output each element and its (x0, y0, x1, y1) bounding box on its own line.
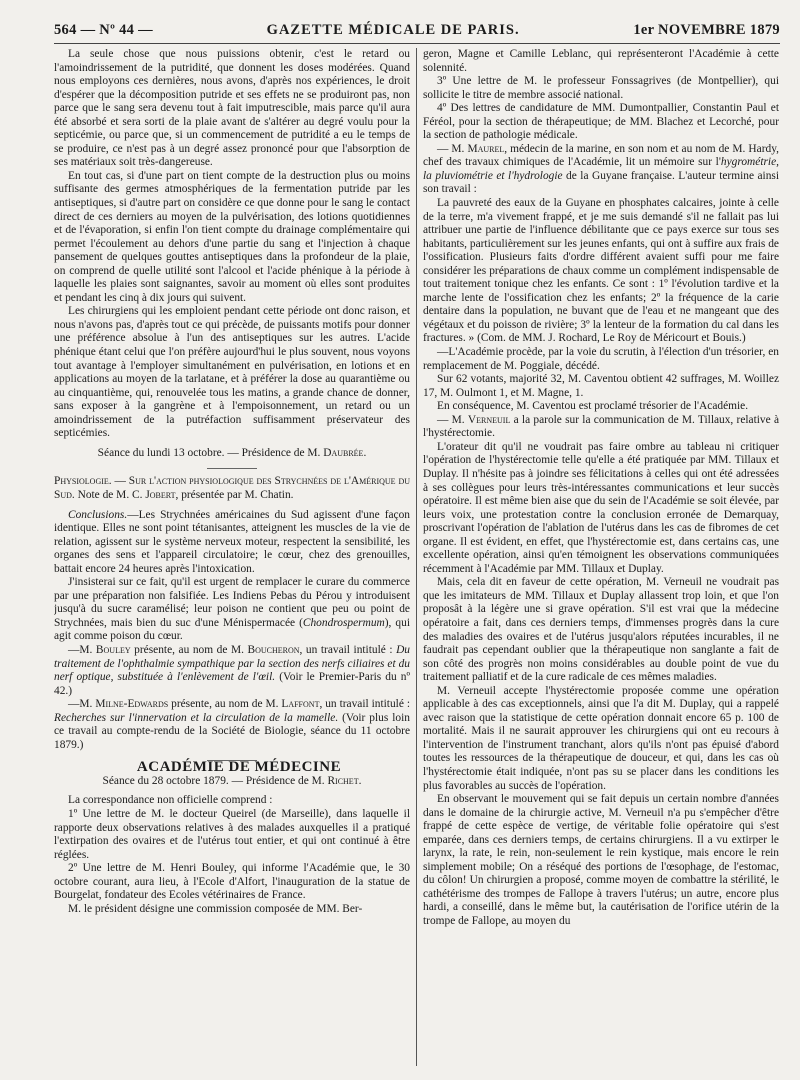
list-item: 4º Des lettres de candidature de MM. Dumontpallier, Constantin Paul et Féréol, pour la section de thérapeutique; de MM. Blachez et Lecorché, pour la section de pathologie médicale. (423, 102, 779, 142)
paragraph: geron, Magne et Camille Leblanc, qui représenteront l'Académie à cette solennité. (423, 48, 779, 74)
president-name: Daubrée (323, 446, 364, 459)
academie-title: ACADÉMIE DE MÉDECINE (136, 759, 342, 776)
paragraph: Les chirurgiens qui les emploient pendant cette période ont donc raison, et nous n'avons pas, d'après tout ce qui précède, de puissants motifs pour donner une préférence absolue à l'un des antiseptiques sur les autres. L'acide phénique étant celui que l'on préfère aujourd'hui le plus souvent, nous voyons tout avantage à l'employer simultanément en pulvérisation, en lotions et en applications au moyen de la tarlatane, et à préférer la dose au quarantième ou au cinquantième, qui, renouvelée tous les matins, a grande chance de donner, sans exposer à la gangrène et à l'empoisonnement, un retard ou un amoindrissement de la putréfaction suffisamment préservateur des septicémies. (54, 305, 410, 440)
issue-date: 1er NOVEMBRE 1879 (633, 22, 780, 38)
paragraph: En tout cas, si d'une part on tient compte de la destruction plus ou moins suffisante des germes atmosphériques de la fermentation putride par les antiseptiques, si d'autre part on considère ce que donne pour le sang le contact direct de ces derniers au moyen de la pulvérisation, des lotions quotidiennes et de l'évaporation, si enfin l'on tient compte du drainage complémentaire qui permet l'écoulement au dehors d'une partie du sang et l'injection à chaque pansement de quelques gouttes antiseptiques dans la profondeur de la plaie, on comprend de quelle utilité sont l'alcool et l'acide phénique à la période à laquelle les plaies sont saignantes, savoir au moment où elles sont produites et pendant les cinq à dix jours qui suivent. (54, 169, 410, 304)
physiology-heading: Physiologie. — Sur l'action physiologique des Strychnées de l'Amérique du Sud. Note de M. C. Jobert, présentée par M. Chatin. (54, 475, 410, 501)
page-number-issue: 564 — Nº 44 — (54, 22, 153, 38)
seance-line: Séance du lundi 13 octobre. — Présidence de M. Daubrée. (97, 446, 367, 459)
left-column (54, 48, 410, 1066)
paragraph: En conséquence, M. Caventou est proclamé trésorier de l'Académie. (437, 400, 749, 413)
list-item: 3º Une lettre de M. le professeur Fonssagrives (de Montpellier), qui sollicite le titre de membre associé national. (423, 75, 779, 101)
conclusions-paragraph: Conclusions.—Les Strychnées américaines du Sud agissent d'une façon identique. Elles ne sont point tétanisantes, atteignent les muscles de la vie de relation, agissent sur le système nerveux moteur, respectent la sensibilité, les organes des sens et l'appareil circulatoire; le cœur, chez des grenouilles, battait encore 24 heures après l'intoxication. (54, 508, 410, 575)
list-item: 2º Une lettre de M. Henri Bouley, qui informe l'Académie que, le 30 octobre courant, aura lieu, à l'Ecole d'Alfort, l'inauguration de la statue de Bourgelat, fondateur des Ecoles vétérinaires de France. (54, 862, 410, 902)
paragraph: —L'Académie procède, par la voie du scrutin, à l'élection d'un trésorier, en remplacement de M. Poggiale, décédé. (423, 346, 779, 372)
two-column-body (54, 48, 780, 1066)
seance2-line: Séance du 28 octobre 1879. — Présidence de M. Richet. (102, 774, 362, 787)
list-item: 1º Une lettre de M. le docteur Queirel (de Marseille), dans laquelle il rapporte deux observations relatives à des malades auxquelles il a pratiqué l'extirpation des ovaires et de l'utérus tout entier, et qui ont continué à être réglées. (54, 807, 410, 861)
page-header (54, 22, 780, 44)
paragraph: M. le président désigne une commission composée de MM. Ber- (68, 902, 363, 915)
correspondence-intro: La correspondance non officielle comprend : (68, 794, 273, 807)
separator (207, 468, 257, 469)
column-rule (416, 48, 417, 1066)
quote-paragraph: La pauvreté des eaux de la Guyane en phosphates calcaires, jointe à celle de la terre, m'a vivement frappé, et je me suis demandé s'il ne fallait pas lui attribuer une partie de l'influence débilitante que ce pays exerce sur tous ses habitants, particulièrement sur les jeunes enfants, qui ont à suffire aux frais de l'ossification. Plusieurs faits d'ordre différent avaient suffi pour me faire considérer les préparations de chaux comme un complément indispensable de tout traitement tonique chez les enfants. Ce sont : 1º l'évolution tardive et la marche lente de l'ossification chez les enfants; 2º la fréquence de la carie dentaire dans la population, ne buvant que de l'eau et ne mangeant que des végétaux et du poisson de rivière; 3º la lenteur de la formation du cal dans les fractures. » (Com. de MM. J. Rochard, Le Roy de Méricourt et Bouis.) (423, 197, 779, 345)
milne-edwards-paragraph: —M. Milne-Edwards présente, au nom de M. Laffont, un travail intitulé : Recherches sur l'innervation et la circulation de la mamelle. (Voir plus loin ce travail au compte-rendu de la Société de Biologie, séance du 11 octobre 1879.) (54, 698, 410, 751)
verneuil-paragraph: — M. Verneuil a la parole sur la communication de M. Tillaux, relative à l'hystérectomie. (423, 413, 779, 440)
paragraph: Mais, cela dit en faveur de cette opération, M. Verneuil ne voudrait pas que les imitateurs de MM. Tillaux et Duplay allassent trop loin, et que l'on proposât à la légère une si grave opération. S'il est vrai que la médecine opératoire a fait, dans ces derniers temps, d'immenses progrès dans la cure des maladies des ovaires et de l'utérus jusqu'alors réputées incurables, il ne faudrait pas cependant oublier que la thérapeutique non sanglante a fait de son côté des progrès non moins considérables au double point de vue du traitement palliatif et de la cure radicale de ces mêmes maladies. (423, 576, 779, 684)
curare-paragraph: J'insisterai sur ce fait, qu'il est urgent de remplacer le curare du commerce par une préparation non falsifiée. Les Indiens Pebas du Pérou y introduisent jusqu'à du sucre caramélisé; leur poison ne contient que peu ou point de Strychnées, mais bien du suc d'une Ménispermacée (Chondrospermum), qui agit comme poison du cœur. (54, 576, 410, 643)
maurel-paragraph: — M. Maurel, médecin de la marine, en son nom et au nom de M. Hardy, chef des travaux chimiques de l'Académie, lit un mémoire sur l'hygrométrie, la pluviométrie et l'hydrologie de la Guyane française. L'auteur termine ainsi son travail : (423, 142, 779, 196)
right-column (423, 48, 779, 1066)
bouley-paragraph: —M. Bouley présente, au nom de M. Boucheron, un travail intitulé : Du traitement de l'ophthalmie sympathique par la section des nerfs ciliaires et du nerf optique, substituée à l'enlèvement de l'œil. (Voir le Premier-Paris du nº 42.) (54, 643, 410, 697)
paragraph: M. Verneuil accepte l'hystérectomie proposée comme une opération applicable à des cas exceptionnels, ainsi que l'a dit M. Duplay, qui a rappelé avec raison que la statistique de cette opération donnait encore 65 p. 100 de mortalité. Mais il ne saurait approuver les chirurgiens qui ont eu recours à l'intervention de l'instrument tranchant, alors qu'ils n'ont pas épuisé d'abord toutes les ressources de la thérapeutique de douceur, et qui, dans les cas où l'hystérectomie était indiquée, n'ont pas su se placer dans les conditions les plus favorables au succès de l'opération. (423, 684, 779, 792)
paragraph: L'orateur dit qu'il ne voudrait pas faire ombre au tableau ni critiquer l'opération de l'hystérectomie telle qu'elle a été pratiquée par MM. Tillaux et Duplay. Il n'hésite pas à joindre ses félicitations à celles qui ont été adressées à ses collègues pour leurs très-intéressantes communications et leur succès opératoire. Il est même bien aise que du sein de l'Académie se soit élevée, par leurs voix, une protestation contre la conclusion erronée de Demarquay, proscrivant l'opération de l'ablation de l'utérus dans les cas de fibromes de cet organe. Il est évident, en effet, que l'hystérectomie est, dans certains cas, une excellente opération, ainsi qu'en témoignent les observations communiquées récemment à l'Académie par MM. Tillaux et Duplay. (423, 440, 779, 575)
paragraph: La seule chose que nous puissions obtenir, c'est le retard ou l'amoindrissement de la putridité, que donnent les doses modérées. Quand nous employons ces dernières, nous avons, d'après nos expériences, le droit d'espérer que la décomposition putride et ses effets ne se produiront pas, non parce que le sang sera devenu tout à fait imputrescible, mais parce qu'il aura été absorbé et sera sorti de la plaie avant de s'altérer au degré voulu pour la septicémie, ou parce que, si un commencement de putridité a eu le temps de se produire, ce n'est pas à un degré assez prononcé pour que l'absorption de ses matériaux soit très-dangereuse. (54, 48, 410, 169)
paragraph: En observant le mouvement qui se fait depuis un certain nombre d'années dans le domaine de la chirurgie active, M. Verneuil n'a pu s'empêcher d'être frappé de cette espèce de vertige, de véritable folie opératoire qui s'est emparée, dans ces derniers temps, de certains chirurgiens. Il a vu extirper le larynx, la rate, le rein, non-seulement le rein kystique, mais encore le rein simplement mobile; On a réséqué des portions de l'œsophage, de l'estomac, du côlon! Un chirurgien a proposé, comme moyen de combattre la stérilité, le cathétérisme des trompes de Fallope à travers l'utérus; un autre, encore plus hardi, a conseillé, dans le même but, la cautérisation de l'orifice utérin de la trompe de Fallope, au moyen du (423, 793, 779, 927)
journal-title: GAZETTE MÉDICALE DE PARIS. (266, 22, 520, 38)
paragraph: Sur 62 votants, majorité 32, M. Caventou obtient 42 suffrages, M. Woillez 17, M. Oulmont 1, et M. Magne, 1. (423, 373, 779, 399)
